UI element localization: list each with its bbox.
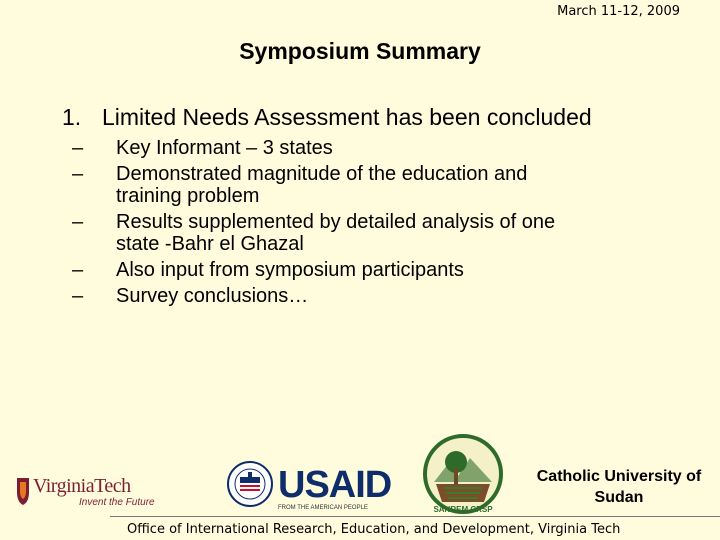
main-point [62, 104, 592, 131]
subpoint-line: Also input from symposium participants [116, 259, 464, 281]
subpoint-list [60, 137, 660, 311]
bullet-dash: – [72, 259, 84, 281]
subpoint-line: training problem [116, 185, 260, 207]
virginia-tech-logo [15, 472, 165, 512]
bullet-dash: – [72, 137, 84, 159]
subpoint-1 [60, 137, 660, 159]
subpoint-5 [60, 285, 660, 307]
cus-line-2: Sudan [594, 489, 644, 506]
catholic-university-label [524, 466, 714, 508]
subpoint-2 [60, 163, 660, 207]
subpoint-line: Survey conclusions… [116, 285, 309, 307]
sanrem-label: SANREM CRSP [433, 505, 493, 514]
bullet-dash: – [72, 163, 84, 185]
logo-strip [0, 430, 720, 515]
main-point-text: Limited Needs Assessment has been concluded [102, 104, 592, 130]
main-point-number: 1. [62, 104, 82, 130]
vt-wordmark: VirginiaTech [33, 475, 131, 497]
bullet-dash: – [72, 211, 84, 233]
subpoint-line: Demonstrated magnitude of the education and [116, 163, 528, 185]
subpoint-line: Key Informant – 3 states [116, 137, 333, 159]
cus-line-1: Catholic University of [536, 468, 702, 485]
slide-title: Symposium Summary [239, 38, 481, 64]
subpoint-line: state -Bahr el Ghazal [116, 233, 304, 255]
usaid-seal-icon [226, 460, 274, 508]
subpoint-4 [60, 259, 660, 281]
slide-date: March 11-12, 2009 [557, 4, 680, 19]
slide-footer: Office of International Research, Education, and Development, Virginia Tech [127, 522, 621, 537]
usaid-tagline: FROM THE AMERICAN PEOPLE [278, 505, 368, 511]
footer-divider [110, 516, 720, 517]
subpoint-3 [60, 211, 660, 255]
sanrem-crsp-logo [420, 432, 506, 514]
subpoint-line: Results supplemented by detailed analysis of one [116, 211, 556, 233]
usaid-wordmark: USAID [278, 464, 392, 506]
vt-tagline: Invent the Future [79, 497, 155, 508]
bullet-dash: – [72, 285, 84, 307]
vt-emblem-icon [17, 478, 29, 505]
